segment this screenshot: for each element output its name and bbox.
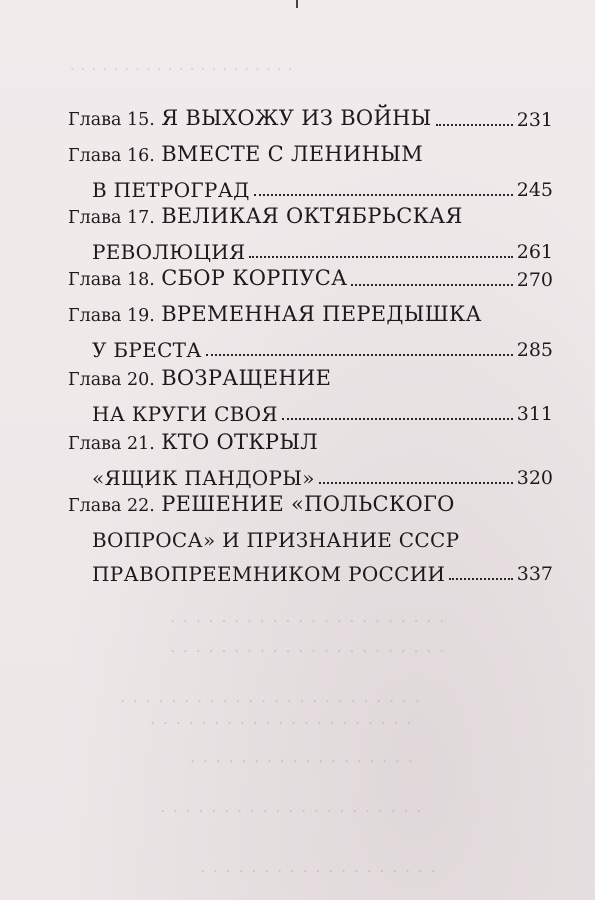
bleed-through-text: · · · · · · · · · · · · · · · · · · · · · · · · · · · · · · · · · · · · · · · · · · · · · · · · · · · · · · · · · · · · · · · · · · · · · · · · · · · · · · · · · · · · · · · · · · · · · · · · · · · · · · · · · · · · · · · · · · · · · · · · · · · · · · · · · · · · · · · · · · · · · · · · · · · · · · · · · · · · · · · · · · · · · · · · xyxy=(70,60,446,880)
page-number: 270 xyxy=(516,269,553,291)
dot-leader xyxy=(449,578,512,580)
toc-entry xyxy=(68,294,553,362)
toc-line xyxy=(68,484,553,518)
toc-line xyxy=(68,196,553,230)
chapter-title-continued: НА КРУГИ СВОЯ xyxy=(92,402,278,426)
chapter-number: Глава 15. xyxy=(68,110,155,130)
toc-line xyxy=(68,552,553,586)
toc-entry xyxy=(68,196,553,264)
chapter-number: Глава 19. xyxy=(68,306,155,326)
chapter-title: РЕШЕНИЕ «ПОЛЬСКОГО xyxy=(161,492,455,516)
chapter-title-continued: У БРЕСТА xyxy=(92,338,202,362)
chapter-title: ВРЕМЕННАЯ ПЕРЕДЫШКА xyxy=(161,302,482,326)
toc-entry xyxy=(68,134,553,202)
dot-leader xyxy=(351,284,512,286)
chapter-title-continued: РЕВОЛЮЦИЯ xyxy=(92,240,246,264)
toc-line xyxy=(68,134,553,168)
chapter-number: Глава 16. xyxy=(68,146,155,166)
toc-line xyxy=(68,518,553,552)
dot-leader xyxy=(282,418,513,420)
chapter-title-continued: ВОПРОСА» И ПРИЗНАНИЕ СССР xyxy=(92,528,460,552)
toc-line xyxy=(68,358,553,392)
chapter-title-continued: ПРАВОПРЕЕМНИКОМ РОССИИ xyxy=(92,562,446,586)
toc-line xyxy=(68,98,553,132)
toc-line xyxy=(68,422,553,456)
dot-leader xyxy=(206,354,513,356)
toc-entry xyxy=(68,258,553,292)
page-number: 311 xyxy=(516,403,553,425)
chapter-title: ВМЕСТЕ С ЛЕНИНЫМ xyxy=(161,142,424,166)
toc-entry xyxy=(68,484,553,586)
page-number: 261 xyxy=(516,241,553,263)
chapter-title-continued: «ЯЩИК ПАНДОРЫ» xyxy=(92,466,315,490)
chapter-title-continued: В ПЕТРОГРАД xyxy=(92,178,250,202)
chapter-number: Глава 20. xyxy=(68,370,155,390)
toc-line xyxy=(68,392,553,426)
page-number: 320 xyxy=(516,467,553,489)
page-number: 337 xyxy=(516,563,553,585)
chapter-number: Глава 22. xyxy=(68,496,155,516)
toc-entry xyxy=(68,358,553,426)
toc-entry xyxy=(68,98,553,132)
chapter-number: Глава 18. xyxy=(68,270,155,290)
toc-line xyxy=(68,294,553,328)
chapter-title: СБОР КОРПУСА xyxy=(161,266,348,290)
chapter-title: КТО ОТКРЫЛ xyxy=(161,430,319,454)
chapter-number: Глава 17. xyxy=(68,208,155,228)
page-number: 245 xyxy=(516,179,553,201)
toc-line xyxy=(68,258,553,292)
chapter-title: Я ВЫХОЖУ ИЗ ВОЙНЫ xyxy=(161,106,432,130)
toc-entry xyxy=(68,422,553,490)
page-number: 285 xyxy=(516,339,553,361)
chapter-title: ВОЗРАЩЕНИЕ xyxy=(161,366,332,390)
dot-leader xyxy=(436,124,513,126)
toc-line xyxy=(68,328,553,362)
chapter-title: ВЕЛИКАЯ ОКТЯБРЬСКАЯ xyxy=(161,204,463,228)
page-number: 231 xyxy=(516,109,553,131)
chapter-number: Глава 21. xyxy=(68,434,155,454)
